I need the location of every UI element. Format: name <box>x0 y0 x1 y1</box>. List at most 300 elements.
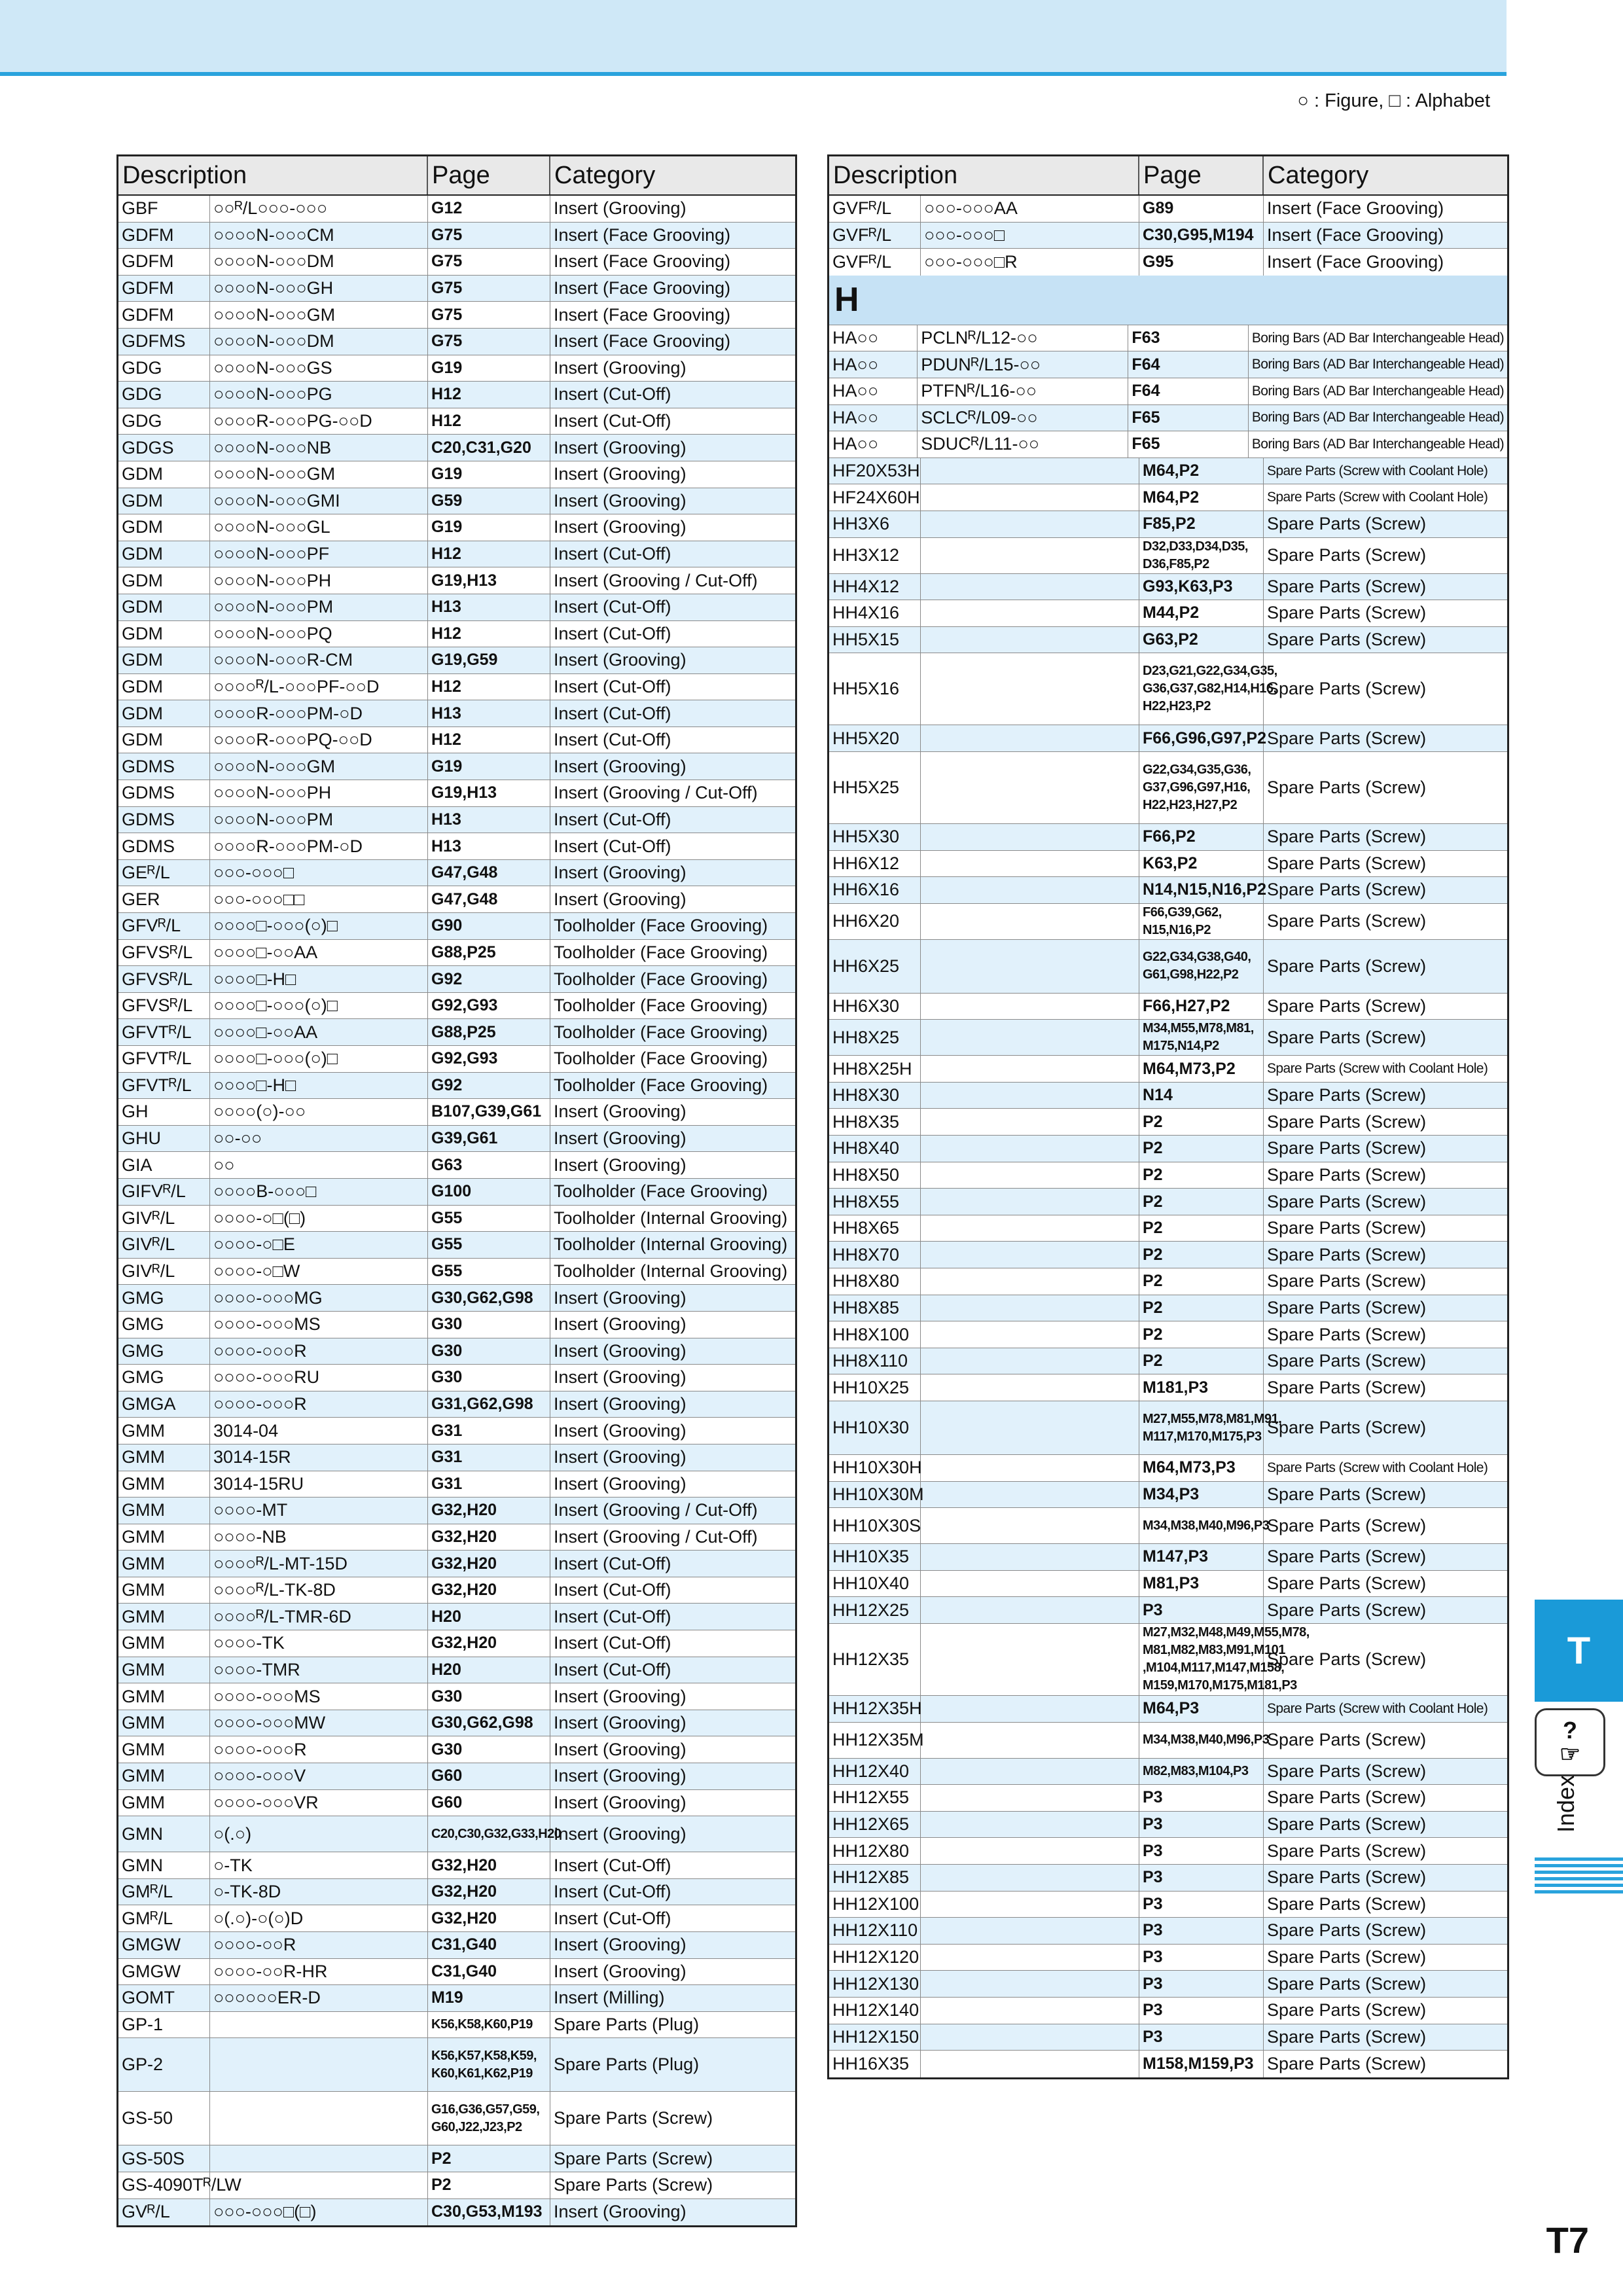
cell-category: Spare Parts (Screw) <box>1267 1027 1427 1047</box>
cell-page: P3 <box>1139 1971 1264 1997</box>
cell-category: Spare Parts (Screw) <box>1267 1191 1427 1211</box>
cell-category: Insert (Grooving) <box>554 1394 687 1414</box>
table-row <box>829 378 1507 405</box>
cell-page: C20,C30,G32,G33,H20 <box>428 1816 550 1852</box>
cell-page: G93,K63,P3 <box>1139 574 1264 600</box>
cell-page: G16,G36,G57,G59, G60,J22,J23,P2 <box>428 2092 550 2145</box>
cell-pattern: ○○○○-○○○MW <box>210 1710 428 1736</box>
cell-page: H13 <box>428 700 550 726</box>
cell-page: G60 <box>428 1763 550 1789</box>
cell-code: HH6X25 <box>829 940 921 993</box>
cell-page: G75 <box>428 276 550 302</box>
cell-code: GDFM <box>118 276 210 302</box>
cell-page: G30,G62,G98 <box>428 1710 550 1736</box>
cell-pattern: ○○○-○○○□R <box>921 249 1139 276</box>
cell-page: G19 <box>428 461 550 488</box>
table-row <box>829 1455 1507 1482</box>
cell-page: G30 <box>428 1365 550 1391</box>
cell-code: GMM <box>118 1790 210 1816</box>
cell-page: F65 <box>1128 405 1248 431</box>
cell-page: P2 <box>1139 1109 1264 1135</box>
cell-page: G19,H13 <box>428 567 550 594</box>
cell-code: HH8X80 <box>829 1268 921 1295</box>
cell-category: Insert (Grooving) <box>554 1420 687 1441</box>
cell-pattern <box>210 2092 428 2145</box>
table-row <box>829 1544 1507 1571</box>
cell-category: Boring Bars (AD Bar Interchangeable Head) <box>1251 357 1504 372</box>
cell-category: Insert (Grooving) <box>554 1961 687 1981</box>
question-mark: ? <box>1563 1717 1577 1744</box>
cell-code: HH10X40 <box>829 1571 921 1597</box>
cell-pattern: ○○○○N-○○○PH <box>210 780 428 806</box>
cell-code: GBF <box>118 196 210 222</box>
cell-pattern: ○○○○N-○○○DM <box>210 329 428 355</box>
cell-code: GMM <box>118 1498 210 1524</box>
cell-pattern: ○○○○□-○○○(○)□ <box>210 1046 428 1072</box>
cell-pattern: PCLNᴿ/L12-○○ <box>918 325 1128 351</box>
cell-code: HH12X120 <box>829 1945 921 1971</box>
cell-page: G19,H13 <box>428 780 550 806</box>
cell-code: HH5X20 <box>829 725 921 751</box>
table-row <box>118 382 795 408</box>
cell-pattern <box>921 1892 1139 1918</box>
cell-page: P2 <box>1139 1348 1264 1374</box>
table-row <box>118 1816 795 1852</box>
cell-code: HH5X16 <box>829 653 921 725</box>
cell-code: GDM <box>118 647 210 673</box>
table-row <box>118 621 795 648</box>
cell-page: G22,G34,G35,G36, G37,G96,G97,H16, H22,H23,H27,P2 <box>1139 752 1264 823</box>
cell-page: F66,H27,P2 <box>1139 994 1264 1020</box>
cell-page: C20,C31,G20 <box>428 435 550 461</box>
table-row <box>118 1763 795 1790</box>
cell-category: Spare Parts (Screw) <box>1267 1218 1427 1238</box>
cell-code: GDM <box>118 514 210 541</box>
stripe <box>1535 1864 1623 1867</box>
cell-code: GMM <box>118 1763 210 1789</box>
cell-pattern: ○○○○-NB <box>210 1524 428 1551</box>
table-row <box>829 752 1507 824</box>
table-row <box>829 940 1507 994</box>
cell-category: Spare Parts (Screw) <box>1267 1814 1427 1835</box>
cell-category: Insert (Grooving) <box>554 650 687 670</box>
table-row <box>118 1206 795 1232</box>
cell-category: Insert (Grooving) <box>554 1686 687 1706</box>
cell-pattern <box>921 1571 1139 1597</box>
cell-code: HF24X60H <box>829 484 921 511</box>
cell-page: M27,M32,M48,M49,M55,M78, M81,M82,M83,M91,M101 ,M104,M117,M147,M158, M159,M170,M175,M181,P3 <box>1139 1624 1264 1695</box>
cell-category: Spare Parts (Screw) <box>1267 1600 1427 1620</box>
cell-category: Spare Parts (Screw) <box>1267 1111 1427 1132</box>
cell-code: GMM <box>118 1736 210 1763</box>
cell-category: Spare Parts (Screw) <box>1267 728 1427 748</box>
table-row <box>118 1683 795 1710</box>
cell-page: P2 <box>1139 1136 1264 1162</box>
cell-code: GMᴿ/L <box>118 1879 210 1905</box>
cell-page: M64,P2 <box>1139 458 1264 484</box>
cell-category: Spare Parts (Screw) <box>1267 827 1427 847</box>
cell-code: GIVᴿ/L <box>118 1206 210 1232</box>
cell-pattern <box>921 851 1139 877</box>
table-row <box>829 1215 1507 1242</box>
cell-page: H12 <box>428 408 550 435</box>
cell-category: Insert (Face Grooving) <box>554 224 731 245</box>
cell-pattern: ○○○○-○○○R <box>210 1338 428 1365</box>
cell-code: GDFMS <box>118 329 210 355</box>
cell-page: H20 <box>428 1657 550 1683</box>
table-row <box>829 431 1507 458</box>
cell-pattern <box>921 574 1139 600</box>
cell-category: Spare Parts (Screw) <box>554 2148 713 2168</box>
cell-code: GVFᴿ/L <box>829 196 921 222</box>
cell-page: G30,G62,G98 <box>428 1285 550 1311</box>
cell-category: Spare Parts (Plug) <box>554 2054 700 2075</box>
page-number: T7 <box>1546 2219 1589 2261</box>
cell-pattern: 3014-15R <box>210 1444 428 1471</box>
table-row <box>118 674 795 701</box>
cell-category: Insert (Grooving) <box>554 1128 687 1149</box>
cell-category: Toolholder (Face Grooving) <box>554 942 768 962</box>
table-row <box>118 940 795 967</box>
hand-pointing-icon[interactable] <box>1535 1708 1605 1776</box>
cell-category: Insert (Face Grooving) <box>554 331 731 351</box>
cell-pattern: ○○○○R-○○○PG-○○D <box>210 408 428 435</box>
cell-category: Insert (Face Grooving) <box>1267 224 1444 245</box>
table-row <box>829 1918 1507 1945</box>
cell-category: Toolholder (Face Grooving) <box>554 1075 768 1095</box>
table-row <box>829 1723 1507 1759</box>
cell-page: G60 <box>428 1790 550 1816</box>
cell-pattern: ○○○○-○□E <box>210 1232 428 1258</box>
cell-page: H12 <box>428 674 550 700</box>
table-row <box>118 276 795 302</box>
table-row <box>829 1242 1507 1268</box>
table-row <box>829 1696 1507 1723</box>
table-row <box>118 1126 795 1153</box>
cell-page: F85,P2 <box>1139 511 1264 537</box>
cell-code: GP-1 <box>118 2012 210 2038</box>
cell-category: Spare Parts (Screw with Coolant Hole) <box>1267 1460 1488 1475</box>
cell-code: HH12X150 <box>829 2024 921 2051</box>
cell-code: GFVSᴿ/L <box>118 940 210 966</box>
table-row <box>118 408 795 435</box>
table-row <box>829 538 1507 574</box>
cell-pattern <box>921 1759 1139 1785</box>
table-row <box>829 458 1507 485</box>
cell-category: Insert (Cut-Off) <box>554 1606 671 1626</box>
cell-category: Spare Parts (Screw) <box>1267 2026 1427 2047</box>
cell-category: Insert (Milling) <box>554 1988 665 2008</box>
cell-code: GFVTᴿ/L <box>118 1046 210 1072</box>
table-row <box>118 1099 795 1126</box>
cell-page: M34,P3 <box>1139 1482 1264 1508</box>
cell-code: GER <box>118 886 210 912</box>
table-row <box>118 1418 795 1444</box>
cell-category: Spare Parts (Screw with Coolant Hole) <box>1267 490 1488 505</box>
table-row <box>829 1812 1507 1839</box>
cell-category: Spare Parts (Screw) <box>1267 1351 1427 1371</box>
cell-page: M34,M38,M40,M96,P3 <box>1139 1723 1264 1758</box>
cell-pattern <box>921 1083 1139 1109</box>
cell-page: D32,D33,D34,D35, D36,F85,P2 <box>1139 538 1264 573</box>
table-row <box>829 1295 1507 1322</box>
cell-category: Spare Parts (Screw) <box>1267 1893 1427 1914</box>
cell-category: Spare Parts (Screw) <box>1267 1377 1427 1397</box>
cell-pattern <box>921 1624 1139 1695</box>
cell-code: GMM <box>118 1471 210 1498</box>
table-row <box>829 2024 1507 2051</box>
cell-code: HH8X100 <box>829 1321 921 1348</box>
cell-code: HH12X35M <box>829 1723 921 1758</box>
table-row <box>829 904 1507 940</box>
stripe <box>1535 1890 1623 1893</box>
cell-pattern <box>921 1136 1139 1162</box>
cell-pattern: ○-TK <box>210 1852 428 1878</box>
cell-category: Insert (Grooving / Cut-Off) <box>554 570 758 590</box>
cell-pattern <box>921 627 1139 653</box>
cell-page: P2 <box>428 2172 550 2198</box>
cell-code: GVᴿ/L <box>118 2199 210 2226</box>
header-description: Description <box>118 156 428 194</box>
table-body <box>829 325 1507 2077</box>
cell-page: M64,M73,P2 <box>1139 1056 1264 1082</box>
cell-pattern <box>921 1696 1139 1722</box>
cell-code: GMM <box>118 1418 210 1444</box>
cell-category: Toolholder (Internal Grooving) <box>554 1261 788 1282</box>
cell-pattern <box>921 1508 1139 1543</box>
cell-pattern: ○○○○□-○○○(○)□ <box>210 913 428 939</box>
table-row <box>118 302 795 329</box>
cell-code: HA○○ <box>829 325 918 351</box>
table-row <box>118 461 795 488</box>
cell-page: G55 <box>428 1232 550 1258</box>
cell-page: F63 <box>1128 325 1248 351</box>
table-row <box>829 1083 1507 1109</box>
table-row <box>829 1571 1507 1598</box>
cell-code: GMGA <box>118 1391 210 1418</box>
table-row <box>118 1710 795 1737</box>
cell-category: Insert (Cut-Off) <box>554 1553 671 1573</box>
cell-category: Spare Parts (Screw with Coolant Hole) <box>1267 1061 1488 1077</box>
cell-pattern <box>921 877 1139 903</box>
table-row <box>829 1624 1507 1696</box>
cell-code: GIA <box>118 1152 210 1178</box>
cell-category: Spare Parts (Plug) <box>554 2015 700 2035</box>
cell-code: HH12X100 <box>829 1892 921 1918</box>
table-row <box>118 1524 795 1551</box>
table-row <box>118 196 795 223</box>
table-row <box>118 2012 795 2039</box>
table-row <box>118 2145 795 2172</box>
cell-pattern <box>210 2172 428 2198</box>
cell-code: HH8X35 <box>829 1109 921 1135</box>
cell-category: Insert (Cut-Off) <box>554 730 671 750</box>
cell-category: Spare Parts (Screw) <box>1267 1920 1427 1941</box>
cell-pattern: ○○○○N-○○○GM <box>210 753 428 780</box>
cell-category: Spare Parts (Screw) <box>1267 630 1427 650</box>
cell-page: G31 <box>428 1444 550 1471</box>
cell-category: Insert (Cut-Off) <box>554 1633 671 1653</box>
cell-pattern <box>921 1056 1139 1082</box>
cell-pattern <box>921 1295 1139 1321</box>
cell-page: G92,G93 <box>428 1046 550 1072</box>
cell-code: HH8X25H <box>829 1056 921 1082</box>
cell-page: M181,P3 <box>1139 1374 1264 1401</box>
cell-code: GFVTᴿ/L <box>118 1019 210 1045</box>
cell-pattern <box>921 1268 1139 1295</box>
section-letter-h: H <box>829 276 1507 325</box>
table-row <box>118 1577 795 1604</box>
table-row <box>118 860 795 887</box>
cell-page: M44,P2 <box>1139 600 1264 626</box>
cell-pattern: ○○○○-○○○MS <box>210 1683 428 1710</box>
cell-page: M19 <box>428 1985 550 2011</box>
cell-pattern <box>921 1865 1139 1891</box>
cell-page: G88,P25 <box>428 940 550 966</box>
cell-pattern <box>921 1020 1139 1055</box>
table-row <box>829 1056 1507 1083</box>
table-row <box>118 488 795 515</box>
cell-pattern <box>921 1785 1139 1811</box>
cell-code: GS-4090Tᴿ/LW <box>118 2172 210 2198</box>
cell-pattern: ○○○○N-○○○CM <box>210 223 428 249</box>
cell-category: Boring Bars (AD Bar Interchangeable Head) <box>1251 410 1504 425</box>
cell-pattern: ○○○○ᴿ/L-○○○PF-○○D <box>210 674 428 700</box>
cell-page: C31,G40 <box>428 1932 550 1958</box>
table-row <box>829 1189 1507 1215</box>
cell-code: GDM <box>118 488 210 514</box>
table-row <box>829 824 1507 851</box>
cell-pattern: PDUNᴿ/L15-○○ <box>918 351 1128 378</box>
cell-pattern: ○○○○-○○○MS <box>210 1312 428 1338</box>
cell-pattern: ○○ <box>210 1152 428 1178</box>
cell-page: M64,P2 <box>1139 484 1264 511</box>
table-row <box>118 966 795 993</box>
table-row <box>118 727 795 754</box>
cell-code: HH12X140 <box>829 1998 921 2024</box>
cell-page: G19 <box>428 355 550 382</box>
cell-code: GEᴿ/L <box>118 860 210 886</box>
cell-page: P2 <box>1139 1295 1264 1321</box>
cell-page: P2 <box>1139 1321 1264 1348</box>
cell-category: Insert (Grooving) <box>554 357 687 378</box>
cell-page: G75 <box>428 249 550 275</box>
cell-pattern: 3014-04 <box>210 1418 428 1444</box>
header-category: Category <box>1268 161 1369 189</box>
cell-pattern <box>921 1838 1139 1864</box>
cell-pattern <box>921 484 1139 511</box>
cell-category: Insert (Face Grooving) <box>554 304 731 325</box>
table-row <box>118 1604 795 1630</box>
cell-code: HH5X15 <box>829 627 921 653</box>
cell-pattern: ○○○○□-○○AA <box>210 940 428 966</box>
cell-category: Insert (Grooving) <box>554 2202 687 2222</box>
cell-code: GVFᴿ/L <box>829 223 921 249</box>
cell-code: GIVᴿ/L <box>118 1259 210 1285</box>
cell-pattern: SDUCᴿ/L11-○○ <box>918 431 1128 457</box>
table-row <box>118 1879 795 1906</box>
table-row <box>118 514 795 541</box>
cell-category: Spare Parts (Screw) <box>1267 1761 1427 1781</box>
cell-pattern: PTFNᴿ/L16-○○ <box>918 378 1128 404</box>
table-row <box>829 351 1507 378</box>
table-row <box>118 1932 795 1959</box>
cell-pattern: ○○○○ᴿ/L-TK-8D <box>210 1577 428 1604</box>
cell-pattern: ○○○○N-○○○GL <box>210 514 428 541</box>
cell-category: Spare Parts (Screw) <box>1267 1973 1427 1994</box>
cell-category: Spare Parts (Screw) <box>1267 514 1427 534</box>
table-row <box>118 567 795 594</box>
cell-code: GMG <box>118 1365 210 1391</box>
cell-page: G92,G93 <box>428 993 550 1019</box>
cell-category: Insert (Face Grooving) <box>1267 198 1444 219</box>
table-row <box>829 1971 1507 1998</box>
cell-category: Insert (Cut-Off) <box>554 703 671 723</box>
cell-page: F66,G39,G62, N15,N16,P2 <box>1139 904 1264 939</box>
cell-page: G75 <box>428 223 550 249</box>
cell-pattern: ○○○○N-○○○NB <box>210 435 428 461</box>
cell-pattern: ○○○○B-○○○□ <box>210 1179 428 1205</box>
table-row <box>829 1508 1507 1544</box>
cell-category: Spare Parts (Screw) <box>1267 1085 1427 1105</box>
cell-page: G31,G62,G98 <box>428 1391 550 1418</box>
cell-page: G92 <box>428 1073 550 1099</box>
cell-category: Insert (Grooving) <box>554 1102 687 1122</box>
cell-category: Spare Parts (Screw) <box>1267 679 1427 699</box>
cell-code: GDG <box>118 408 210 435</box>
table-row <box>829 1401 1507 1455</box>
cell-page: M82,M83,M104,P3 <box>1139 1759 1264 1785</box>
cell-code: HH8X65 <box>829 1215 921 1242</box>
table-row <box>829 1945 1507 1971</box>
section-tab-t[interactable]: T <box>1535 1600 1623 1702</box>
cell-category: Toolholder (Face Grooving) <box>554 1022 768 1042</box>
cell-code: GMM <box>118 1524 210 1551</box>
cell-pattern <box>921 1597 1139 1623</box>
cell-pattern <box>210 2012 428 2038</box>
table-row <box>829 1348 1507 1375</box>
cell-pattern: ○○○○○○ER-D <box>210 1985 428 2011</box>
table-row <box>118 594 795 621</box>
index-table-right <box>827 154 1509 2079</box>
cell-code: GMM <box>118 1551 210 1577</box>
cell-code: HH12X80 <box>829 1838 921 1864</box>
cell-page: P2 <box>1139 1189 1264 1215</box>
cell-pattern <box>921 1918 1139 1944</box>
cell-category: Insert (Grooving) <box>554 1314 687 1335</box>
cell-page: G39,G61 <box>428 1126 550 1152</box>
cell-pattern <box>921 1215 1139 1242</box>
cell-pattern: ○○○○R-○○○PM-○D <box>210 700 428 726</box>
cell-category: Spare Parts (Screw) <box>1267 777 1427 797</box>
cell-category: Spare Parts (Screw) <box>1267 1271 1427 1291</box>
cell-category: Insert (Cut-Off) <box>554 836 671 856</box>
cell-pattern <box>921 1812 1139 1838</box>
cell-code: HH6X30 <box>829 994 921 1020</box>
symbol-legend: ○ : Figure, □ : Alphabet <box>1297 90 1490 111</box>
cell-category: Spare Parts (Screw) <box>1267 2053 1427 2073</box>
cell-page: G32,H20 <box>428 1630 550 1657</box>
cell-page: M27,M55,M78,M81,M91, M117,M170,M175,P3 <box>1139 1401 1264 1454</box>
table-row <box>118 993 795 1020</box>
cell-page: G32,H20 <box>428 1905 550 1931</box>
cell-page: P3 <box>1139 1785 1264 1811</box>
cell-page: G32,H20 <box>428 1498 550 1524</box>
cell-pattern <box>921 752 1139 823</box>
cell-code: HH10X25 <box>829 1374 921 1401</box>
cell-code: HH8X30 <box>829 1083 921 1109</box>
cell-category: Insert (Cut-Off) <box>554 623 671 643</box>
